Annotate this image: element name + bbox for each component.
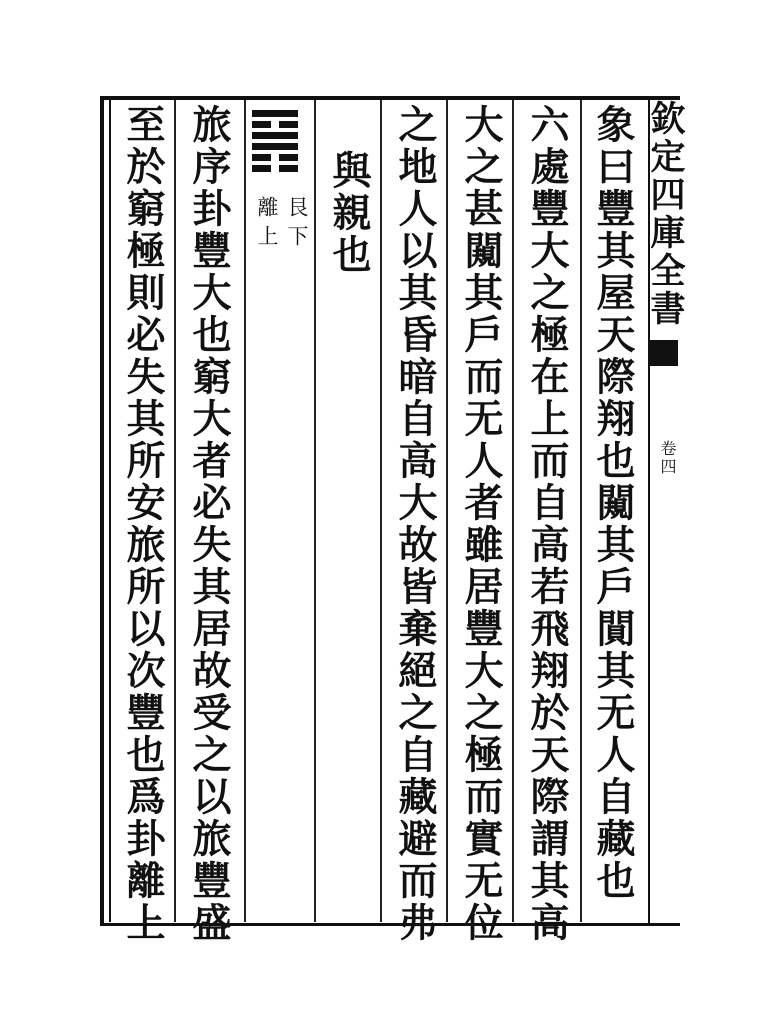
column-divider: [512, 100, 514, 922]
column-divider: [244, 100, 246, 922]
text-column-3: 大之甚闚其戶而无人者雖居豐大之極而實无位: [458, 104, 504, 944]
hexagram-line: [252, 132, 298, 139]
hexagram-line: [252, 165, 298, 172]
fishtail-mark: [650, 340, 678, 366]
book-title: 欽定四庫全書: [645, 100, 686, 328]
frame-inner-rule: [109, 100, 111, 922]
trigram-upper: 離上: [255, 196, 279, 254]
hexagram-line: [252, 154, 298, 161]
text-column-6: 旅序卦豐大也窮大者必失其居故受之以旅豐盛: [186, 104, 232, 944]
text-column-4: 之地人以其昏暗自高大故皆棄絕之自藏避而弗: [392, 104, 438, 944]
volume-label: 卷四: [658, 440, 677, 476]
column-divider: [174, 100, 176, 922]
trigram-lower: 艮下: [285, 196, 309, 254]
text-column-5: 與親也: [326, 150, 372, 276]
hexagram-line: [252, 143, 298, 150]
column-divider: [314, 100, 316, 922]
hexagram-line: [252, 121, 298, 128]
hexagram-line: [252, 110, 298, 117]
text-column-7: 至於窮極則必失其所安旅所以次豐也爲卦離上: [120, 104, 166, 944]
column-divider: [446, 100, 448, 922]
text-column-1: 象曰豐其屋天際翔也闚其戶閴其无人自藏也: [590, 104, 636, 902]
hexagram-lu: [252, 110, 298, 176]
column-divider: [380, 100, 382, 922]
column-divider: [580, 100, 582, 922]
text-column-2: 六處豐大之極在上而自高若飛翔於天際謂其高: [524, 104, 570, 944]
